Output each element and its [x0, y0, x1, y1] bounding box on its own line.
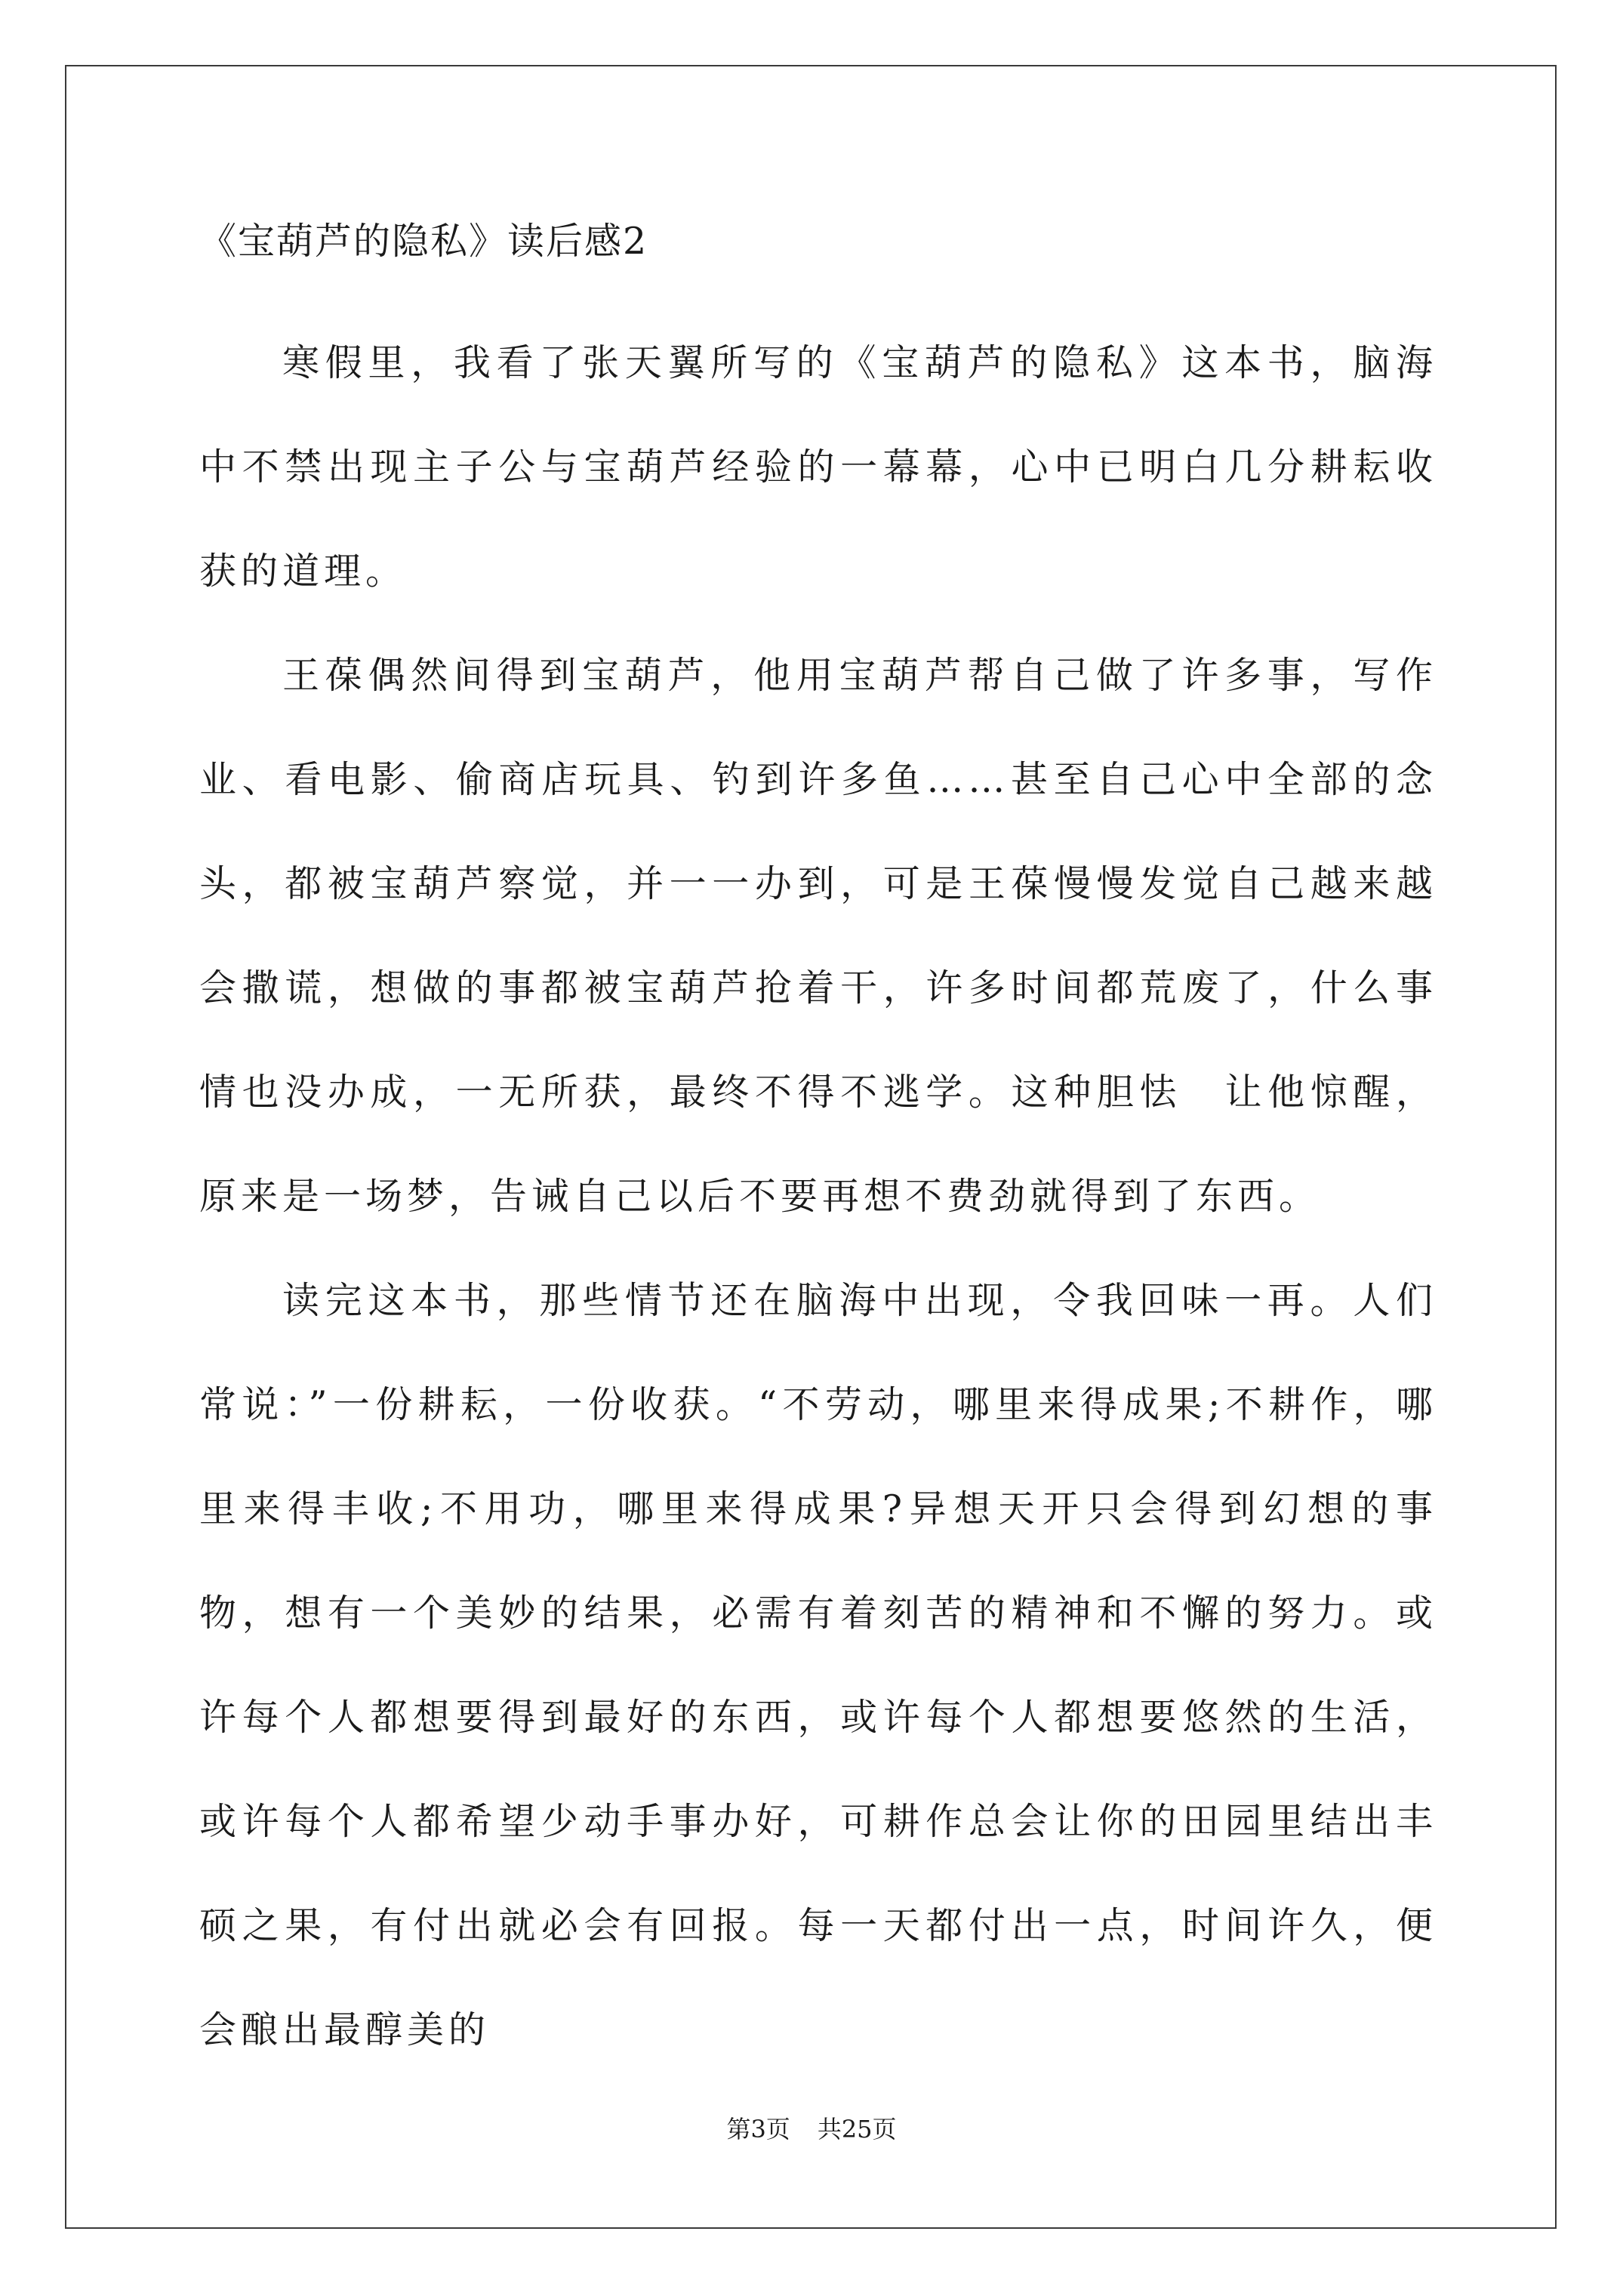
page-number: 第3页 — [726, 2115, 790, 2143]
paragraph-1: 寒假里，我看了张天翼所写的《宝葫芦的隐私》这本书，脑海中不禁出现主子公与宝葫芦经验的一幕幕，心中已明白几分耕耘收获的道理。 — [199, 341, 1437, 593]
paragraph-2: 王葆偶然间得到宝葫芦，他用宝葫芦帮自己做了许多事，写作业、看电影、偷商店玩具、钓到许多鱼……甚至自己心中全部的念头，都被宝葫芦察觉，并一一办到，可是王葆慢慢发觉自己越来越会撒谎，想做的事都被宝葫芦抢着干，许多时间都荒废了，什么事情也没办成，一无所获，最终不得不逃学。这种胆怯 让他惊醒，原来是一场梦，告诫自己以后不要再想不费劲就得到了东西。 — [199, 654, 1437, 1218]
page-total: 共25页 — [817, 2115, 897, 2143]
document-title: 《宝葫芦的隐私》读后感2 — [199, 220, 648, 263]
page-footer — [0, 2114, 1623, 2144]
document-body — [199, 219, 1437, 2082]
paragraph-3: 读完这本书，那些情节还在脑海中出现，令我回味一再。人们常说：”一份耕耘，一份收获。“不劳动，哪里来得成果;不耕作，哪里来得丰收;不用功，哪里来得成果?异想天开只会得到幻想的事物，想有一个美妙的结果，必需有着刻苦的精神和不懈的努力。或许每个人都想要得到最好的东西，或许每个人都想要悠然的生活，或许每个人都希望少动手事办好，可耕作总会让你的田园里结出丰硕之果，有付出就必会有回报。每一天都付出一点，时间许久，便会酿出最醇美的 — [199, 1279, 1437, 2051]
